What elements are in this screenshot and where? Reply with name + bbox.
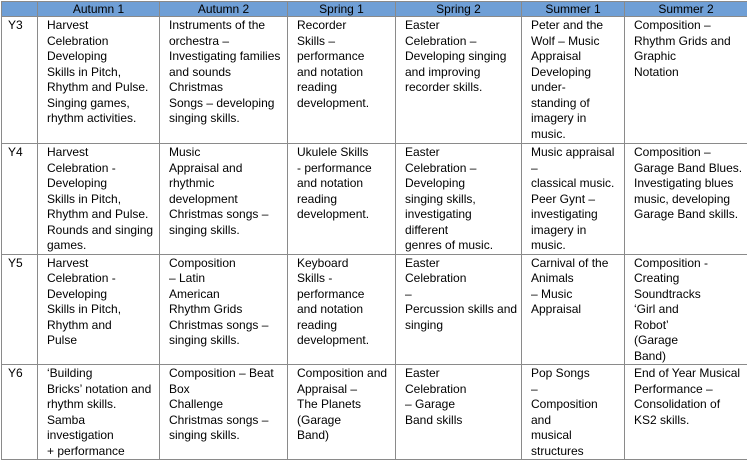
table-row-y6 bbox=[2, 365, 747, 460]
cell-y5-summer-1: Carnival of the Animals – Music Appraisal bbox=[522, 254, 625, 365]
header-row bbox=[2, 2, 747, 17]
cell-y6-autumn-2: Composition – Beat Box Challenge Christmas songs – singing skills. bbox=[160, 365, 288, 460]
cell-y6-autumn-1: ‘Building Bricks’ notation and rhythm skills. Samba investigation + performance bbox=[38, 365, 160, 460]
cell-y5-spring-2: Easter Celebration – Percussion skills and singing bbox=[396, 254, 522, 365]
cell-y4-spring-1: Ukulele Skills - performance and notation reading development. bbox=[288, 144, 396, 255]
cell-y3-spring-1: Recorder Skills – performance and notation reading development. bbox=[288, 17, 396, 144]
cell-y5-autumn-2: Composition – Latin American Rhythm Grids Christmas songs – singing skills. bbox=[160, 254, 288, 365]
cell-y4-autumn-1: Harvest Celebration - Developing Skills in Pitch, Rhythm and Pulse. Rounds and singing games. bbox=[38, 144, 160, 255]
table-row-y4 bbox=[2, 144, 747, 255]
year-label: Y5 bbox=[2, 254, 38, 365]
header-corner bbox=[2, 2, 38, 17]
year-label: Y3 bbox=[2, 17, 38, 144]
cell-y5-autumn-1: Harvest Celebration - Developing Skills in Pitch, Rhythm and Pulse bbox=[38, 254, 160, 365]
cell-y3-autumn-1: Harvest Celebration Developing Skills in Pitch, Rhythm and Pulse. Singing games, rhythm activities. bbox=[38, 17, 160, 144]
cell-y4-summer-2: Composition – Garage Band Blues. Investigating blues music, developing Garage Band skills. bbox=[625, 144, 747, 255]
year-label: Y6 bbox=[2, 365, 38, 460]
cell-y6-summer-2: End of Year Musical Performance – Consolidation of KS2 skills. bbox=[625, 365, 747, 460]
cell-y3-spring-2: Easter Celebration – Developing singing and improving recorder skills. bbox=[396, 17, 522, 144]
cell-y3-autumn-2: Instruments of the orchestra – Investigating families and sounds Christmas Songs – developing singing skills. bbox=[160, 17, 288, 144]
cell-y3-summer-2: Composition – Rhythm Grids and Graphic Notation bbox=[625, 17, 747, 144]
header-autumn-1: Autumn 1 bbox=[38, 2, 160, 17]
cell-y4-summer-1: Music appraisal – classical music. Peer Gynt – investigating imagery in music. bbox=[522, 144, 625, 255]
cell-y5-summer-2: Composition - Creating Soundtracks ‘Girl and Robot’ (Garage Band) bbox=[625, 254, 747, 365]
cell-y6-spring-2: Easter Celebration – Garage Band skills bbox=[396, 365, 522, 460]
music-curriculum-table bbox=[1, 1, 747, 460]
header-summer-1: Summer 1 bbox=[522, 2, 625, 17]
cell-y3-summer-1: Peter and the Wolf – Music Appraisal Developing under- standing of imagery in music. bbox=[522, 17, 625, 144]
header-spring-2: Spring 2 bbox=[396, 2, 522, 17]
cell-y5-spring-1: Keyboard Skills - performance and notation reading development. bbox=[288, 254, 396, 365]
cell-y6-spring-1: Composition and Appraisal – The Planets (Garage Band) bbox=[288, 365, 396, 460]
cell-y4-autumn-2: Music Appraisal and rhythmic development Christmas songs – singing skills. bbox=[160, 144, 288, 255]
cell-y4-spring-2: Easter Celebration – Developing singing skills, investigating different genres of music. bbox=[396, 144, 522, 255]
header-summer-2: Summer 2 bbox=[625, 2, 747, 17]
table-row-y5 bbox=[2, 254, 747, 365]
table-row-y3 bbox=[2, 17, 747, 144]
header-spring-1: Spring 1 bbox=[288, 2, 396, 17]
header-autumn-2: Autumn 2 bbox=[160, 2, 288, 17]
cell-y6-summer-1: Pop Songs – Composition and musical structures bbox=[522, 365, 625, 460]
year-label: Y4 bbox=[2, 144, 38, 255]
